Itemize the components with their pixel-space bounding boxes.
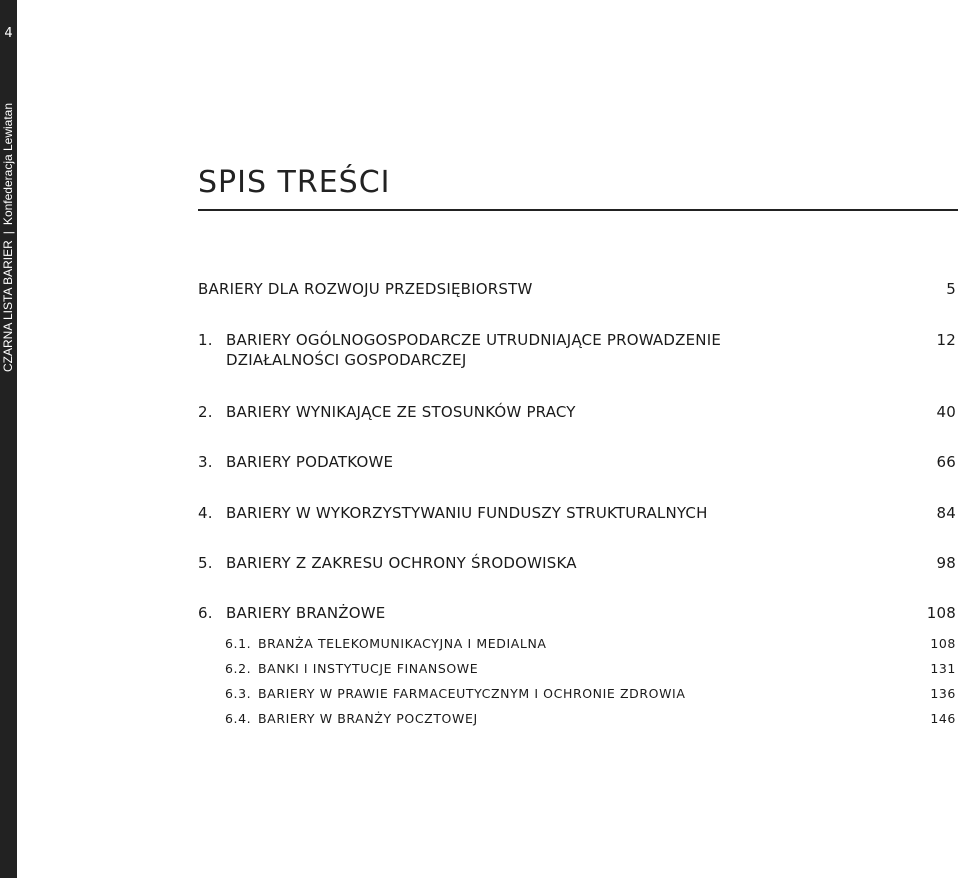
toc-subentry-6-4[interactable] xyxy=(225,709,956,729)
toc-entry-page: 66 xyxy=(936,453,956,471)
toc-subentry-page: 136 xyxy=(930,686,956,701)
toc-entry-intro[interactable] xyxy=(198,279,956,299)
page-title: SPIS TREŚCI xyxy=(198,165,391,200)
page-number: 4 xyxy=(4,26,13,41)
toc-entry-text-line-2: DZIAŁALNOŚCI GOSPODARCZEJ xyxy=(226,351,467,369)
toc-entry-number: 5. xyxy=(198,554,213,572)
toc-subentry-6-3[interactable] xyxy=(225,684,956,704)
toc-subentry-page: 108 xyxy=(930,636,956,651)
toc-subentry-text: BARIERY W PRAWIE FARMACEUTYCZNYM I OCHRONIE ZDROWIA xyxy=(258,686,686,701)
toc-entry-text: BARIERY BRANŻOWE xyxy=(226,604,386,622)
side-label-publication: CZARNA LISTA BARIER xyxy=(1,240,15,372)
side-label-separator: | xyxy=(1,231,15,235)
toc-subentry-page: 131 xyxy=(930,661,956,676)
toc-subentry-6-1[interactable] xyxy=(225,634,956,654)
toc-entry-number: 6. xyxy=(198,604,213,622)
side-label-publisher: Konfederacja Lewiatan xyxy=(1,102,15,226)
toc-subentry-number: 6.4. xyxy=(225,711,252,726)
toc-entry-page: 5 xyxy=(946,280,956,298)
toc-entry-1[interactable] xyxy=(198,330,956,370)
toc-subentry-text: BARIERY W BRANŻY POCZTOWEJ xyxy=(258,711,478,726)
toc-entry-text: BARIERY W WYKORZYSTYWANIU FUNDUSZY STRUKTURALNYCH xyxy=(226,504,708,522)
title-divider xyxy=(198,209,958,211)
toc-subentry-text: BANKI I INSTYTUCJE FINANSOWE xyxy=(258,661,479,676)
toc-entry-4[interactable] xyxy=(198,503,956,523)
toc-entry-2[interactable] xyxy=(198,402,956,422)
side-bar xyxy=(0,0,17,878)
toc-subentry-number: 6.1. xyxy=(225,636,252,651)
toc-entry-number: 3. xyxy=(198,453,213,471)
toc-entry-6[interactable] xyxy=(198,603,956,623)
toc-entry-3[interactable] xyxy=(198,452,956,472)
toc-entry-page: 84 xyxy=(936,504,956,522)
toc-entry-page: 12 xyxy=(936,331,956,349)
toc-entry-number: 2. xyxy=(198,403,213,421)
toc-subentry-page: 146 xyxy=(930,711,956,726)
toc-entry-page: 40 xyxy=(936,403,956,421)
toc-entry-5[interactable] xyxy=(198,553,956,573)
toc-entry-text: BARIERY PODATKOWE xyxy=(226,453,394,471)
toc-entry-text: BARIERY Z ZAKRESU OCHRONY ŚRODOWISKA xyxy=(226,554,577,572)
toc-entry-text xyxy=(226,330,937,370)
toc-entry-text-line-1: BARIERY OGÓLNOGOSPODARCZE UTRUDNIAJĄCE PROWADZENIE xyxy=(226,331,722,349)
toc-entry-text: BARIERY DLA ROZWOJU PRZEDSIĘBIORSTW xyxy=(198,280,533,298)
toc-subentry-6-2[interactable] xyxy=(225,659,956,679)
toc-entry-page: 108 xyxy=(926,604,956,622)
toc-entry-page: 98 xyxy=(936,554,956,572)
toc-entry-text: BARIERY WYNIKAJĄCE ZE STOSUNKÓW PRACY xyxy=(226,403,576,421)
side-label xyxy=(1,103,16,372)
toc-subentry-text: BRANŻA TELEKOMUNIKACYJNA I MEDIALNA xyxy=(258,636,547,651)
toc-entry-number: 4. xyxy=(198,504,213,522)
toc-subentry-number: 6.2. xyxy=(225,661,252,676)
toc-subentry-number: 6.3. xyxy=(225,686,252,701)
toc-entry-number: 1. xyxy=(198,331,213,349)
